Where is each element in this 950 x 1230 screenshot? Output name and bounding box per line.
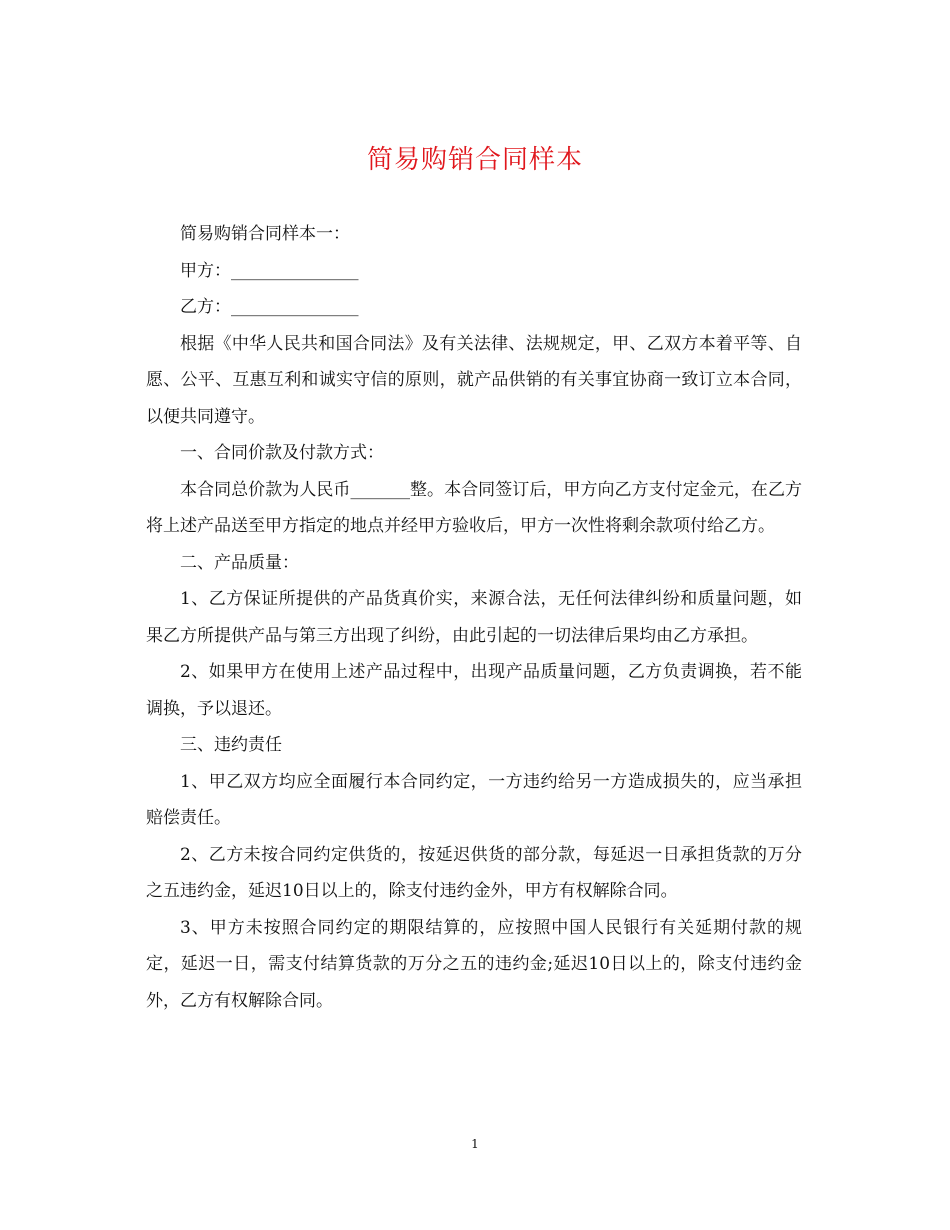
- document-body: [146, 216, 802, 1019]
- liability-clause-3: 3、甲方未按照合同约定的期限结算的，应按照中国人民银行有关延期付款的规定，延迟一日，需支付结算货款的万分之五的违约金;延迟10日以上的，除支付违约金外，乙方有权解除合同。: [146, 917, 802, 1011]
- quality-clause-1: 1、乙方保证所提供的产品货真价实，来源合法，无任何法律纠纷和质量问题，如果乙方所提供产品与第三方出现了纠纷，由此引起的一切法律后果均由乙方承担。: [146, 589, 802, 646]
- page-number: 1: [471, 1137, 479, 1151]
- price-paragraph: 本合同总价款为人民币_______整。本合同签订后，甲方向乙方支付定金元，在乙方将上述产品送至甲方指定的地点并经甲方验收后，甲方一次性将剩余款项付给乙方。: [146, 479, 802, 536]
- liability-clause-1: 1、甲乙双方均应全面履行本合同约定，一方违约给另一方造成损失的，应当承担赔偿责任。: [146, 771, 802, 828]
- liability-clause-2: 2、乙方未按合同约定供货的，按延迟供货的部分款，每延迟一日承担货款的万分之五违约金，延迟10日以上的，除支付违约金外，甲方有权解除合同。: [146, 844, 802, 901]
- party-a-line: 甲方：_______________: [180, 260, 359, 281]
- party-b-line: 乙方：_______________: [180, 297, 359, 317]
- section-heading-quality: 二、产品质量：: [180, 552, 299, 573]
- preamble-paragraph: 根据《中华人民共和国合同法》及有关法律、法规规定，甲、乙双方本着平等、自愿、公平、互惠互利和诚实守信的原则，就产品供销的有关事宜协商一致订立本合同，以便共同遵守。: [146, 333, 802, 427]
- section-heading-sample-one: 简易购销合同样本一：: [180, 224, 350, 244]
- section-heading-price: 一、合同价款及付款方式：: [180, 443, 384, 463]
- section-heading-liability: 三、违约责任: [180, 735, 282, 755]
- quality-clause-2: 2、如果甲方在使用上述产品过程中，出现产品质量问题，乙方负责调换，若不能调换，予以退还。: [146, 662, 802, 719]
- document-title: 简易购销合同样本: [366, 145, 583, 175]
